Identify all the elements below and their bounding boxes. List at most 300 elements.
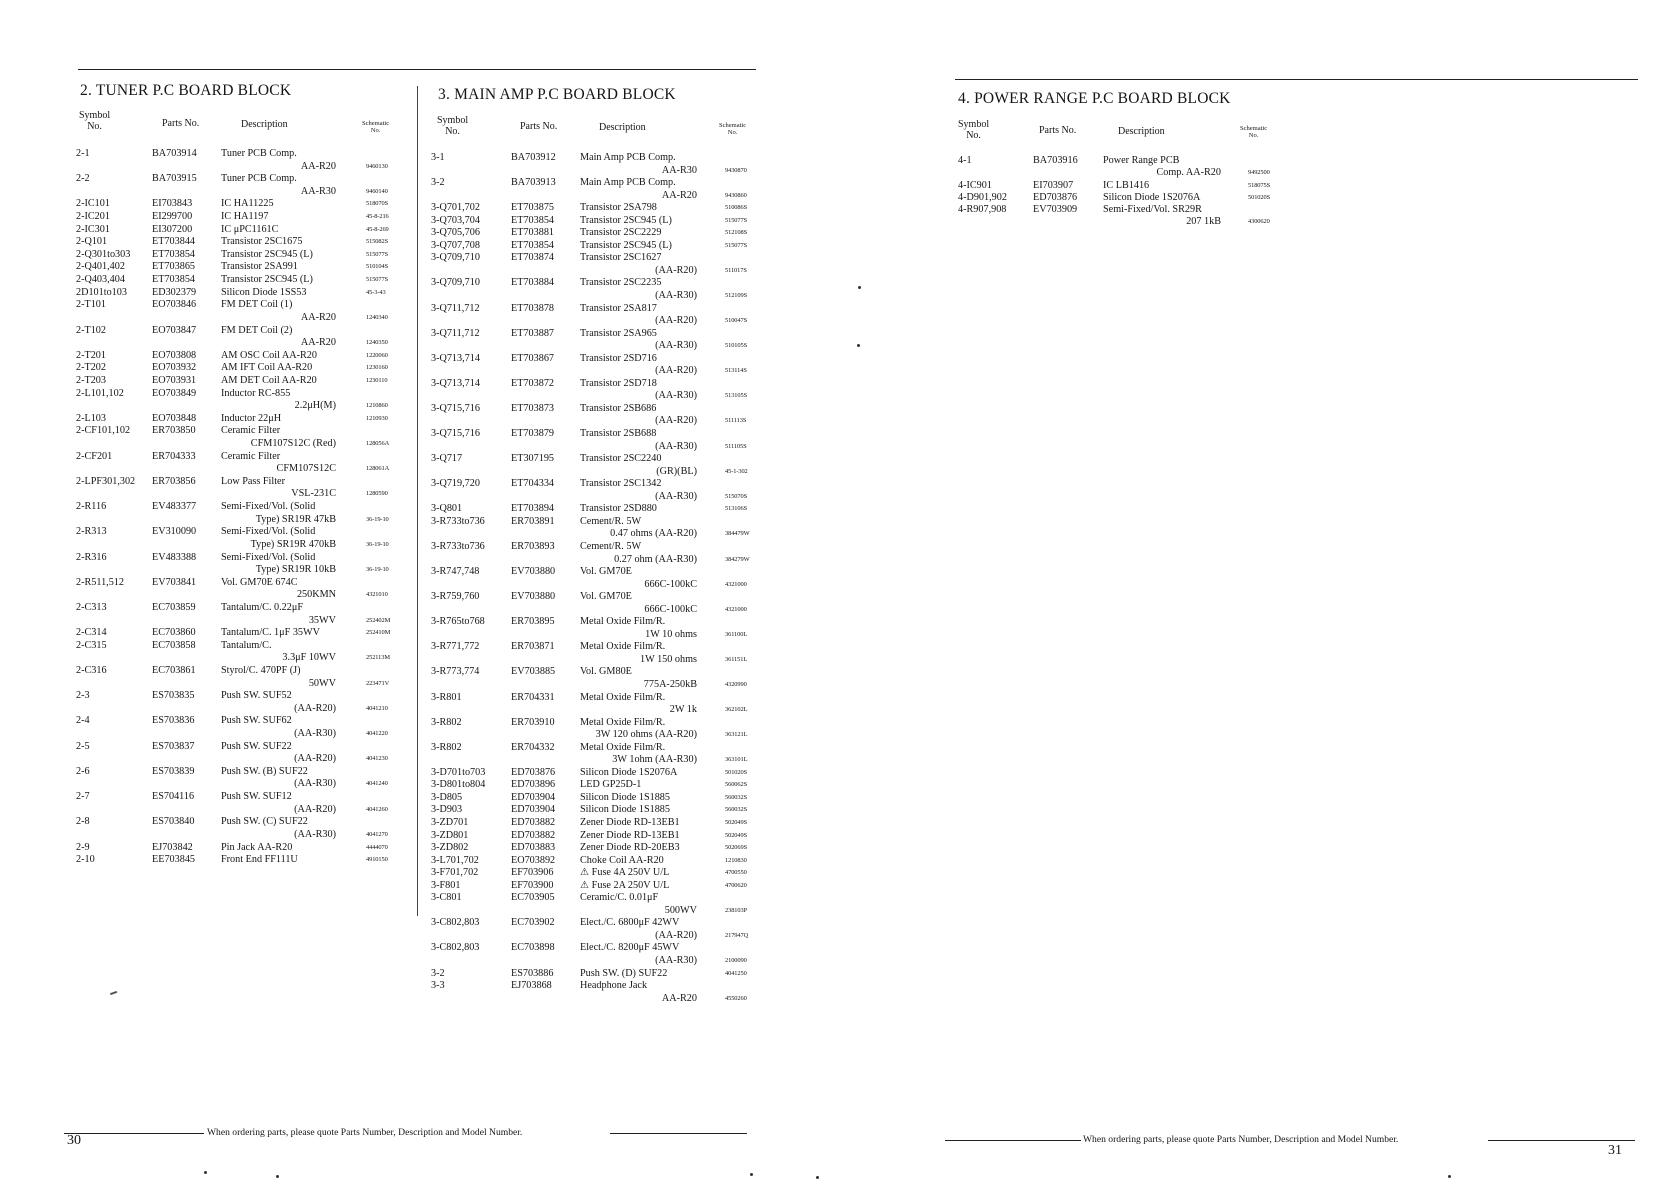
table-row: [76, 463, 411, 476]
table-row: [431, 303, 771, 316]
table-row: [958, 192, 1288, 204]
description-cell: AA-R20: [300, 160, 336, 172]
description-cell: (AA-R20): [294, 753, 336, 765]
description-cell: VSL-231C: [291, 488, 336, 500]
table-row: [76, 476, 411, 489]
description-cell: Cement/R. 5W: [580, 515, 642, 527]
parts-no-cell: EV483388: [152, 551, 197, 563]
table-row: [431, 817, 771, 830]
description-cell: 666C-100kC: [644, 578, 697, 590]
power-range-title: 4. POWER RANGE P.C BOARD BLOCK: [958, 90, 1231, 107]
parts-no-cell: ES703886: [511, 967, 554, 979]
symbol-cell: 2-6: [76, 765, 90, 777]
description-cell: Type) SR19R 10kB: [255, 564, 336, 576]
table-row: [431, 528, 771, 541]
description-cell: (AA-R30): [294, 728, 336, 740]
description-cell: 207 1kB: [1186, 216, 1221, 228]
table-row: [431, 353, 771, 366]
table-row: [76, 728, 411, 741]
description-cell: AM OSC Coil AA-R20: [221, 349, 317, 361]
parts-no-cell: EI703843: [152, 198, 193, 210]
schematic-cell: 513105S: [725, 392, 748, 400]
parts-no-cell: ES703836: [152, 715, 195, 727]
symbol-cell: 2-1: [76, 148, 90, 159]
parts-no-cell: BA703916: [1033, 155, 1078, 166]
footer-rule-left-b: [610, 1133, 747, 1134]
table-row: [431, 491, 771, 504]
parts-no-cell: ES703840: [152, 816, 195, 828]
schematic-cell: 1210930: [366, 414, 388, 422]
table-row: [431, 415, 771, 428]
table-row: [431, 152, 771, 165]
description-cell: Tuner PCB Comp.: [221, 173, 297, 185]
table-row: [431, 880, 771, 893]
description-cell: Ceramic Filter: [221, 450, 281, 462]
table-row: [76, 148, 411, 161]
schematic-cell: 9492500: [1248, 169, 1270, 177]
parts-no-cell: ET703878: [511, 302, 555, 314]
table-row: [431, 993, 771, 1006]
symbol-cell: 3-F701,702: [431, 867, 479, 879]
schematic-cell: 4444070: [366, 843, 388, 851]
symbol-cell: 2-C313: [76, 601, 107, 613]
description-cell: (AA-R30): [655, 440, 697, 452]
parts-no-cell: ET703854: [152, 248, 196, 260]
description-cell: Styrol/C. 470PF (J): [221, 664, 301, 676]
description-cell: CFM107S12C (Red): [250, 438, 336, 450]
symbol-cell: 2-CF201: [76, 450, 113, 462]
symbol-cell: 3-1: [431, 152, 445, 163]
symbol-cell: 2-10: [76, 854, 95, 866]
description-cell: (AA-R20): [294, 702, 336, 714]
description-cell: AA-R20: [300, 311, 336, 323]
parts-no-cell: ET703854: [511, 214, 555, 226]
schematic-cell: 511105S: [725, 442, 747, 450]
symbol-cell: 3-Q713,714: [431, 352, 480, 364]
parts-no-cell: EV483377: [152, 501, 197, 513]
tuner-parts-header: Parts No.: [162, 118, 200, 129]
description-cell: Tantalum/C. 1μF 35WV: [221, 627, 320, 639]
table-row: [431, 328, 771, 341]
table-row: [76, 161, 411, 174]
table-row: [431, 754, 771, 767]
description-cell: Zener Diode RD-13EB1: [580, 816, 680, 828]
table-row: [76, 829, 411, 842]
symbol-cell: 4-IC901: [958, 179, 992, 191]
parts-no-cell: EC703859: [152, 601, 196, 613]
table-row: [431, 679, 771, 692]
symbol-cell: 2-2: [76, 173, 90, 185]
parts-no-cell: ER703895: [511, 616, 555, 628]
table-row: [76, 375, 411, 388]
description-cell: 775A-250kB: [643, 678, 697, 690]
table-row: [431, 290, 771, 303]
symbol-cell: 2-IC101: [76, 198, 110, 210]
description-cell: Push SW. (C) SUF22: [221, 816, 308, 828]
symbol-cell: 3-Q701,702: [431, 202, 480, 214]
description-cell: FM DET Coil (1): [221, 299, 293, 311]
symbol-cell: 4-1: [958, 155, 972, 166]
schematic-cell: 502049S: [725, 831, 748, 839]
table-row: [76, 640, 411, 653]
symbol-cell: 3-Q715,716: [431, 402, 480, 414]
table-row: [76, 753, 411, 766]
schematic-cell: 1220060: [366, 351, 388, 359]
symbol-cell: 3-2: [431, 967, 445, 979]
schematic-cell: 223471V: [366, 679, 390, 687]
left-page-number: 30: [67, 1133, 81, 1148]
symbol-cell: 3-Q719,720: [431, 478, 480, 490]
symbol-cell: 3-R773,774: [431, 666, 480, 678]
table-row: [76, 274, 411, 287]
description-cell: Push SW. (B) SUF22: [221, 765, 308, 777]
description-cell: Tantalum/C. 0.22μF: [221, 601, 304, 613]
parts-no-cell: ED703876: [1033, 191, 1078, 203]
tuner-parts-table: [76, 148, 411, 867]
table-row: [431, 641, 771, 654]
description-cell: Vol. GM70E 674C: [221, 576, 298, 588]
table-row: [431, 842, 771, 855]
scan-speck: [858, 286, 861, 289]
table-row: [431, 277, 771, 290]
symbol-cell: 2-Q403,404: [76, 274, 125, 286]
scan-speck: [276, 1175, 279, 1178]
schematic-cell: 515070S: [725, 492, 748, 500]
description-cell: Transistor 2SC945 (L): [221, 248, 313, 260]
parts-no-cell: ET703854: [511, 239, 555, 251]
tuner-desc-header: Description: [241, 119, 288, 130]
parts-no-cell: ER704333: [152, 450, 196, 462]
table-row: [431, 202, 771, 215]
description-cell: Transistor 2SA798: [580, 202, 657, 214]
description-cell: Transistor 2SC1342: [580, 478, 662, 490]
description-cell: 3W 120 ohms (AA-R20): [595, 729, 697, 741]
symbol-cell: 3-Q713,714: [431, 377, 480, 389]
description-cell: Metal Oxide Film/R.: [580, 716, 666, 728]
parts-no-cell: ER703871: [511, 641, 555, 653]
parts-no-cell: ET307195: [511, 453, 555, 465]
description-cell: AA-R20: [661, 992, 697, 1004]
description-cell: Push SW. SUF12: [221, 791, 292, 803]
parts-no-cell: ET703867: [511, 352, 555, 364]
schematic-cell: 9430860: [725, 191, 747, 199]
parts-no-cell: ET703854: [152, 274, 196, 286]
symbol-cell: 2-9: [76, 841, 90, 853]
symbol-cell: 3-Q711,712: [431, 327, 480, 339]
schematic-cell: 1240340: [366, 313, 388, 321]
description-cell: Vol. GM70E: [580, 566, 632, 578]
description-cell: (AA-R30): [655, 490, 697, 502]
description-cell: Semi-Fixed/Vol. SR29R: [1103, 204, 1202, 216]
symbol-cell: 3-Q703,704: [431, 214, 480, 226]
schematic-cell: 513114S: [725, 367, 747, 375]
footer-rule-right-a: [945, 1140, 1081, 1141]
description-cell: 0.27 ohm (AA-R30): [614, 553, 697, 565]
table-row: [76, 526, 411, 539]
parts-no-cell: ED302379: [152, 286, 197, 298]
table-row: [76, 350, 411, 363]
description-cell: Vol. GM70E: [580, 591, 632, 603]
description-cell: Zener Diode RD-20EB3: [580, 842, 680, 854]
description-cell: Silicon Diode 1SS53: [221, 286, 307, 298]
symbol-cell: 3-Q717: [431, 453, 463, 465]
description-cell: Type) SR19R 470kB: [250, 538, 336, 550]
table-row: [431, 892, 771, 905]
schematic-cell: 361100L: [725, 630, 748, 638]
schematic-cell: 4910150: [366, 856, 388, 864]
symbol-cell: 3-R802: [431, 716, 462, 728]
symbol-cell: 2-CF101,102: [76, 425, 131, 437]
schematic-cell: 4550260: [725, 994, 747, 1002]
table-row: [76, 602, 411, 615]
parts-no-cell: ES703839: [152, 765, 195, 777]
table-row: [431, 516, 771, 529]
parts-no-cell: ET704334: [511, 478, 555, 490]
symbol-cell: 3-ZD701: [431, 816, 469, 828]
table-row: [76, 438, 411, 451]
table-row: [431, 905, 771, 918]
parts-no-cell: EF703900: [511, 879, 554, 891]
description-cell: 2W 1k: [669, 704, 697, 716]
table-row: [431, 604, 771, 617]
description-cell: Transistor 2SD718: [580, 377, 657, 389]
symbol-cell: 3-C802,803: [431, 942, 480, 954]
description-cell: Transistor 2SC1627: [580, 252, 662, 264]
table-row: [76, 400, 411, 413]
scan-speck: [204, 1171, 207, 1174]
scan-speck: [750, 1173, 753, 1176]
table-row: [431, 478, 771, 491]
symbol-cell: 2-C314: [76, 627, 107, 639]
schematic-cell: 510104S: [366, 263, 389, 271]
description-cell: Silicon Diode 1S2076A: [1103, 191, 1201, 203]
description-cell: IC LB1416: [1103, 179, 1150, 191]
description-cell: Transistor 2SC945 (L): [221, 274, 313, 286]
symbol-cell: 3-Q709,710: [431, 252, 480, 264]
schematic-cell: 4700550: [725, 869, 747, 877]
table-row: [76, 715, 411, 728]
description-cell: AA-R30: [661, 164, 697, 176]
schematic-cell: 384479W: [725, 530, 750, 538]
description-cell: Metal Oxide Film/R.: [580, 616, 666, 628]
description-cell: Tantalum/C.: [221, 639, 272, 651]
table-row: [76, 337, 411, 350]
symbol-cell: 3-R759,760: [431, 591, 480, 603]
table-row: [431, 855, 771, 868]
table-row: [76, 627, 411, 640]
schematic-cell: 36-19-10: [366, 540, 389, 548]
table-row: [76, 173, 411, 186]
parts-no-cell: ER703910: [511, 716, 555, 728]
description-cell: 0.47 ohms (AA-R20): [610, 528, 697, 540]
description-cell: 500WV: [664, 904, 697, 916]
symbol-cell: 3-D801to804: [431, 779, 486, 791]
table-row: [431, 315, 771, 328]
description-cell: Push SW. SUF62: [221, 715, 292, 727]
parts-no-cell: ET703875: [511, 202, 555, 214]
table-row: [431, 942, 771, 955]
table-row: [431, 955, 771, 968]
description-cell: AA-R20: [300, 337, 336, 349]
description-cell: (AA-R30): [655, 955, 697, 966]
table-row: [431, 704, 771, 717]
schematic-cell: 4041270: [366, 830, 388, 838]
schematic-cell: 513106S: [725, 505, 748, 513]
table-row: [431, 428, 771, 441]
table-row: [76, 652, 411, 665]
table-row: [76, 312, 411, 325]
power-range-parts-table: [958, 155, 1288, 229]
description-cell: Transistor 2SB686: [580, 402, 657, 414]
description-cell: Transistor 2SA991: [221, 261, 298, 273]
main-amp-parts-header: Parts No.: [520, 121, 558, 132]
table-row: [958, 180, 1288, 192]
power-range-parts-header: Parts No.: [1039, 125, 1077, 136]
table-row: [431, 830, 771, 843]
column-divider: [417, 86, 418, 916]
parts-no-cell: ET703873: [511, 402, 555, 414]
table-row: [76, 703, 411, 716]
schematic-cell: 515082S: [366, 238, 389, 246]
parts-no-cell: EC703905: [511, 892, 555, 904]
table-row: [431, 541, 771, 554]
parts-no-cell: ET703894: [511, 503, 555, 515]
main-amp-symbol-header: Symbol No.: [437, 115, 469, 137]
table-row: [76, 615, 411, 628]
parts-no-cell: ED703883: [511, 842, 556, 854]
schematic-cell: 560062S: [725, 781, 748, 789]
description-cell: (AA-R20): [655, 929, 697, 941]
parts-no-cell: ET703884: [511, 277, 555, 289]
schematic-cell: 502049S: [725, 818, 748, 826]
symbol-cell: 2-3: [76, 690, 90, 702]
tuner-title: 2. TUNER P.C BOARD BLOCK: [80, 82, 292, 99]
schematic-cell: 4320990: [725, 680, 747, 688]
table-row: [958, 155, 1288, 167]
description-cell: Elect./C. 8200μF 45WV: [580, 942, 680, 954]
schematic-cell: 4300620: [1248, 218, 1270, 226]
symbol-cell: 3-F801: [431, 879, 461, 891]
table-row: [76, 413, 411, 426]
description-cell: Cement/R. 5W: [580, 540, 642, 552]
symbol-cell: 2-T101: [76, 299, 106, 311]
parts-no-cell: EV703880: [511, 566, 556, 578]
schematic-cell: 1210860: [366, 402, 388, 410]
top-rule-right: [955, 79, 1638, 80]
table-row: [431, 980, 771, 993]
description-cell: (AA-R20): [655, 365, 697, 377]
description-cell: 3.3μF 10WV: [282, 652, 336, 664]
table-row: [431, 930, 771, 943]
description-cell: Semi-Fixed/Vol. (Solid: [221, 501, 316, 513]
parts-no-cell: ED703904: [511, 791, 556, 803]
table-row: [431, 717, 771, 730]
description-cell: Transistor 2SC2229: [580, 227, 662, 239]
symbol-cell: 3-ZD802: [431, 842, 469, 854]
symbol-cell: 3-Q707,708: [431, 239, 480, 251]
table-row: [431, 466, 771, 479]
description-cell: Silicon Diode 1S1885: [580, 791, 670, 803]
parts-no-cell: EF703906: [511, 867, 554, 879]
schematic-cell: 501020S: [1248, 193, 1271, 201]
description-cell: Vol. GM80E: [580, 666, 632, 678]
schematic-cell: 363121L: [725, 731, 748, 739]
description-cell: Tuner PCB Comp.: [221, 148, 297, 159]
table-row: [431, 591, 771, 604]
description-cell: Ceramic Filter: [221, 425, 281, 437]
schematic-cell: 45-3-43: [366, 288, 386, 296]
parts-no-cell: ER704331: [511, 691, 555, 703]
description-cell: 35WV: [308, 614, 336, 626]
symbol-cell: 3-D805: [431, 791, 463, 803]
schematic-cell: 1210830: [725, 856, 747, 864]
description-cell: AA-R30: [300, 185, 336, 197]
table-row: [431, 654, 771, 667]
symbol-cell: 4-D901,902: [958, 191, 1007, 203]
power-range-desc-header: Description: [1118, 126, 1165, 137]
schematic-cell: 4041240: [366, 780, 388, 788]
table-row: [431, 666, 771, 679]
table-row: [431, 265, 771, 278]
description-cell: (AA-R20): [655, 415, 697, 427]
symbol-cell: 2-4: [76, 715, 90, 727]
description-cell: Transistor 2SC2240: [580, 453, 662, 465]
symbol-cell: 3-C801: [431, 892, 462, 904]
schematic-cell: 45-8-269: [366, 225, 389, 233]
symbol-cell: 3-Q801: [431, 503, 463, 515]
parts-no-cell: ER703856: [152, 475, 196, 487]
main-amp-sch-header: Schematic No.: [719, 122, 747, 136]
symbol-cell: 3-ZD801: [431, 829, 469, 841]
table-row: [431, 629, 771, 642]
parts-no-cell: EV703841: [152, 576, 197, 588]
description-cell: Push SW. (D) SUF22: [580, 967, 668, 979]
table-row: [431, 365, 771, 378]
parts-no-cell: ES703837: [152, 740, 195, 752]
table-row: [431, 767, 771, 780]
table-row: [76, 325, 411, 338]
parts-no-cell: EO703846: [152, 299, 197, 311]
parts-no-cell: EI703907: [1033, 179, 1074, 191]
table-row: [76, 488, 411, 501]
table-row: [431, 742, 771, 755]
description-cell: (AA-R30): [655, 390, 697, 402]
schematic-cell: 511017S: [725, 266, 747, 274]
description-cell: Transistor 2SA817: [580, 302, 657, 314]
schematic-cell: 4700620: [725, 881, 747, 889]
symbol-cell: 2-LPF301,302: [76, 475, 136, 487]
symbol-cell: 3-Q709,710: [431, 277, 480, 289]
table-row: [431, 616, 771, 629]
table-row: [76, 577, 411, 590]
schematic-cell: 560032S: [725, 793, 748, 801]
table-row: [76, 690, 411, 703]
schematic-cell: 515077S: [725, 216, 748, 224]
description-cell: Transistor 2SB688: [580, 428, 657, 440]
description-cell: IC HA11225: [221, 198, 274, 210]
description-cell: Inductor RC-855: [221, 387, 291, 399]
description-cell: Main Amp PCB Comp.: [580, 177, 676, 189]
parts-no-cell: ET703874: [511, 252, 555, 264]
table-row: [431, 215, 771, 228]
schematic-cell: 4321000: [725, 580, 747, 588]
description-cell: Semi-Fixed/Vol. (Solid: [221, 551, 316, 563]
schematic-cell: 217947Q: [725, 931, 749, 939]
schematic-cell: 36-19-10: [366, 566, 389, 574]
symbol-cell: 3-Q715,716: [431, 428, 480, 440]
table-row: [76, 741, 411, 754]
table-row: [76, 236, 411, 249]
